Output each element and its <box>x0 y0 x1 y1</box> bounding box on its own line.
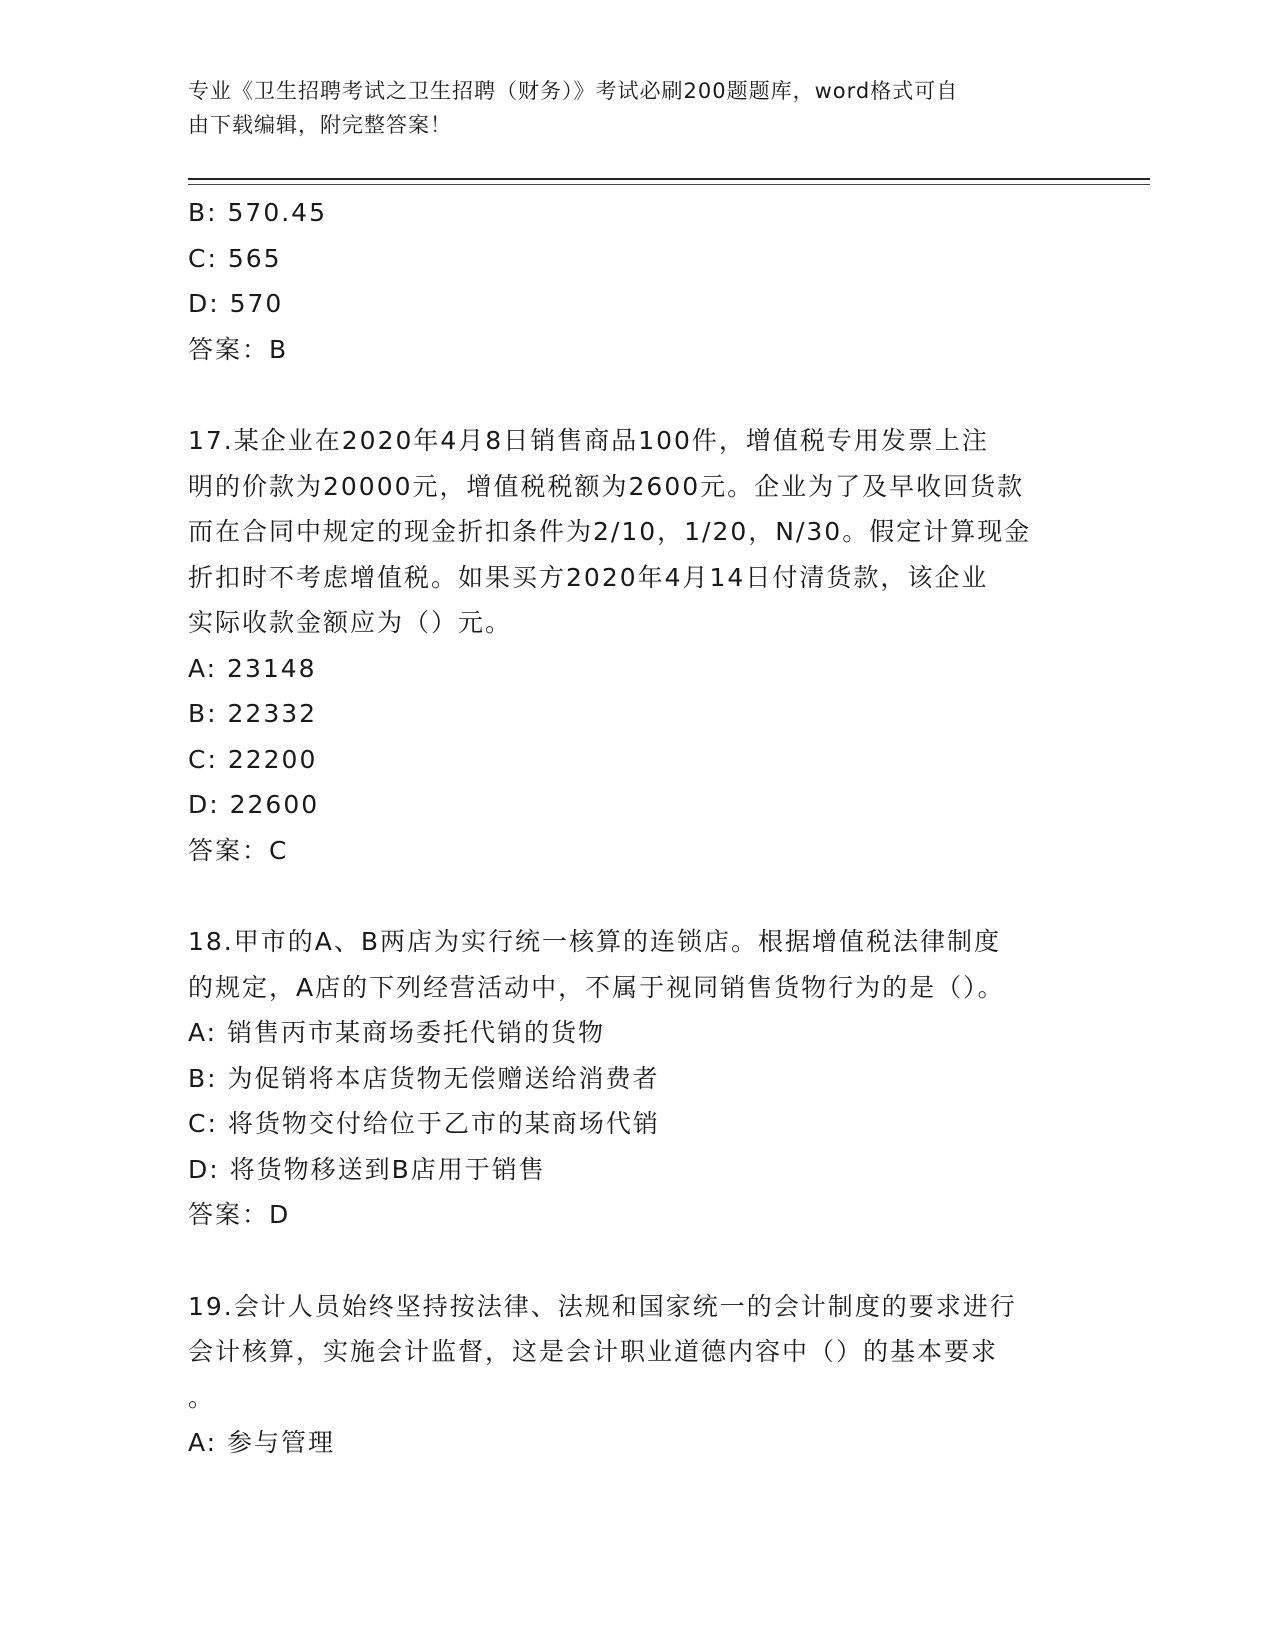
spacer <box>188 1238 1078 1284</box>
question-text <box>188 418 1078 646</box>
spacer <box>188 873 1078 919</box>
answer-line: 答案：B <box>188 334 289 364</box>
question-text-line: 会计核算，实施会计监督，这是会计职业道德内容中（）的基本要求 <box>188 1337 999 1366</box>
question-text-line: 实际收款金额应为（）元。 <box>188 608 513 637</box>
question-text <box>188 1284 1078 1421</box>
option-b: B: 为促销将本店货物无偿赠送给消费者 <box>188 1063 660 1093</box>
option-b: B: 570.45 <box>188 198 327 227</box>
question-text-line: 明的价款为20000元，增值税税额为2600元。企业为了及早收回货款 <box>188 471 1025 501</box>
header-line-2: 由下载编辑，附完整答案！ <box>188 113 452 137</box>
option-a: A: 参与管理 <box>188 1428 336 1457</box>
answer-line: 答案：D <box>188 1200 291 1229</box>
question-text-line: 折扣时不考虑增值税。如果买方2020年4月14日付清货款，该企业 <box>188 562 989 592</box>
question-18 <box>188 919 1078 1238</box>
option-b: B: 22332 <box>188 699 318 728</box>
header-divider-thin <box>188 184 1150 185</box>
option-d: D: 570 <box>188 289 284 318</box>
option-c: C: 565 <box>188 243 282 273</box>
question-text-line: 19.会计人员始终坚持按法律、法规和国家统一的会计制度的要求进行 <box>188 1291 1017 1321</box>
option-a: A: 销售丙市某商场委托代销的货物 <box>188 1018 606 1047</box>
question-17 <box>188 418 1078 873</box>
question-text-line: 18.甲市的A、B两店为实行统一核算的连锁店。根据增值税法律制度 <box>188 927 1002 956</box>
option-d: D: 22600 <box>188 790 320 819</box>
spacer <box>188 372 1078 418</box>
question-text-line: 的规定，A店的下列经营活动中，不属于视同销售货物行为的是（）。 <box>188 972 1005 1002</box>
header-divider-thick <box>188 178 1150 180</box>
option-c: C: 22200 <box>188 744 318 774</box>
question-text-line: 。 <box>188 1382 216 1412</box>
answer-line: 答案：C <box>188 835 289 865</box>
question-text-line: 而在合同中规定的现金折扣条件为2/10，1/20，N/30。假定计算现金 <box>188 517 1032 546</box>
document-body <box>188 190 1078 1466</box>
option-a: A: 23148 <box>188 653 317 683</box>
page-header <box>188 74 1068 142</box>
prev-question <box>188 190 1078 372</box>
question-19 <box>188 1284 1078 1466</box>
question-text-line: 17.某企业在2020年4月8日销售商品100件，增值税专用发票上注 <box>188 426 989 455</box>
option-c: C: 将货物交付给位于乙市的某商场代销 <box>188 1109 660 1138</box>
option-d: D: 将货物移送到B店用于销售 <box>188 1154 546 1184</box>
header-line-1: 专业《卫生招聘考试之卫生招聘（财务）》考试必刷200题题库，word格式可自 <box>188 79 959 103</box>
question-text <box>188 919 1078 1010</box>
